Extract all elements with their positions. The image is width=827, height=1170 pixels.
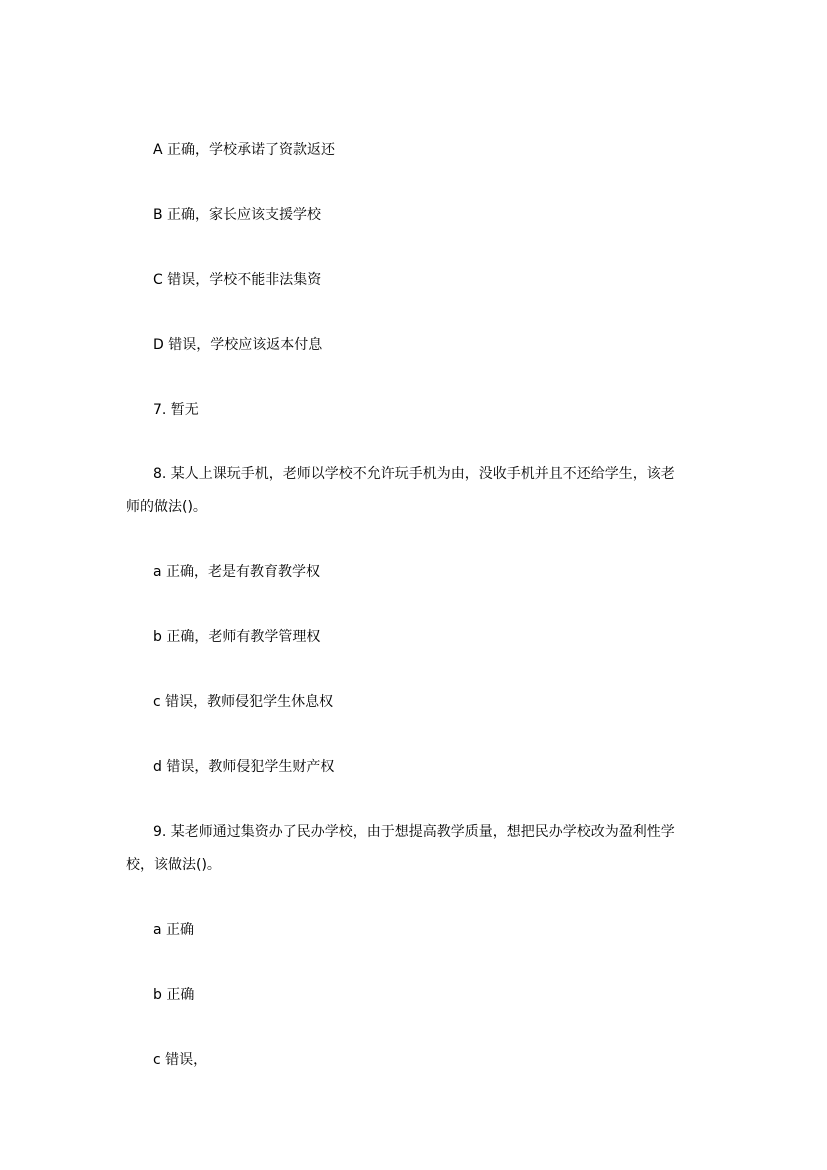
question-8-option-c: c 错误，教师侵犯学生休息权: [153, 694, 334, 710]
question-7-line: 7. 暂无: [153, 402, 199, 418]
option-a-line: A 正确，学校承诺了资款返还: [153, 142, 336, 158]
question-9-option-a: a 正确: [153, 922, 195, 938]
question-8-line-1: 8. 某人上课玩手机，老师以学校不允许玩手机为由，没收手机并且不还给学生，该老: [153, 466, 675, 482]
question-9-option-c: c 错误，: [153, 1052, 208, 1068]
question-8-option-a: a 正确，老是有教育教学权: [153, 564, 321, 580]
question-9-option-b: b 正确: [153, 987, 195, 1003]
question-8-line-2: 师的做法()。: [126, 499, 207, 515]
question-8-option-b: b 正确，老师有教学管理权: [153, 629, 321, 645]
option-d-line: D 错误，学校应该返本付息: [153, 337, 323, 353]
option-c-line: C 错误，学校不能非法集资: [153, 272, 322, 288]
option-b-line: B 正确，家长应该支援学校: [153, 207, 322, 223]
question-8-option-d: d 错误，教师侵犯学生财产权: [153, 759, 335, 775]
question-9-line-2: 校，该做法()。: [126, 857, 221, 873]
question-9-line-1: 9. 某老师通过集资办了民办学校，由于想提高教学质量，想把民办学校改为盈利性学: [153, 824, 675, 840]
